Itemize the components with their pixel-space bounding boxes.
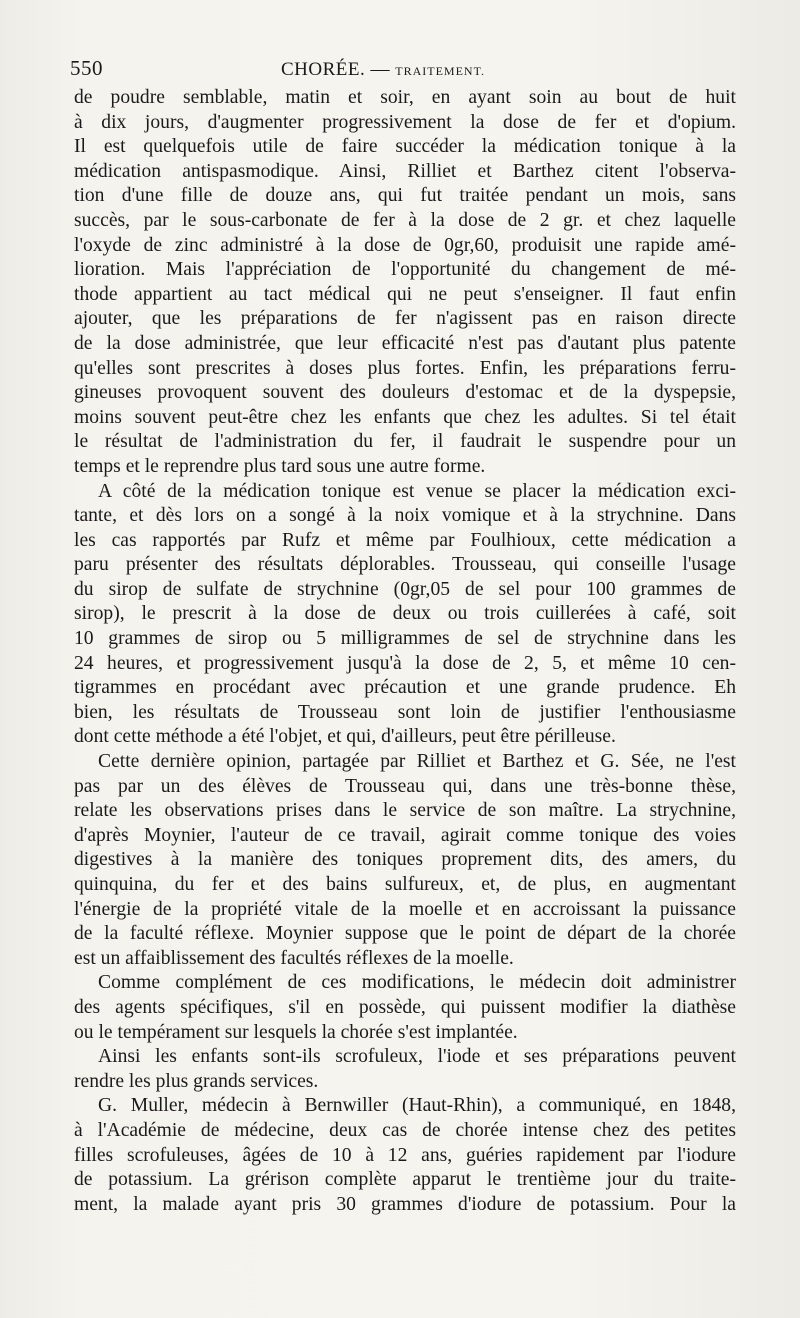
- text-line: relate les observations prises dans le service de son maître. La strychnine,: [74, 800, 736, 822]
- text-line: 24 heures, et progressivement jusqu'à la dose de 2, 5, et même 10 cen-: [74, 652, 736, 674]
- text-line: l'oxyde de zinc administré à la dose de 0gr,60, produisit une rapide amé-: [74, 234, 736, 256]
- text-line: du sirop de sulfate de strychnine (0gr,05 de sel pour 100 grammes de: [74, 578, 736, 600]
- text-line: dont cette méthode a été l'objet, et qui, d'ailleurs, peut être périlleuse.: [74, 726, 616, 748]
- text-line: l'énergie de la propriété vitale de la moelle et en accroissant la puissance: [74, 898, 736, 920]
- text-line: tion d'une fille de douze ans, qui fut traitée pendant un mois, sans: [74, 185, 736, 207]
- text-line: G. Muller, médecin à Bernwiller (Haut-Rhin), a communiqué, en 1848,: [98, 1095, 736, 1117]
- text-line: 10 grammes de sirop ou 5 milligrammes de sel de strychnine dans les: [74, 628, 736, 650]
- text-line: succès, par le sous-carbonate de fer à la dose de 2 gr. et chez laquelle: [74, 209, 736, 231]
- text-line: tante, et dès lors on a songé à la noix vomique et à la strychnine. Dans: [74, 505, 736, 527]
- text-line: Cette dernière opinion, partagée par Rilliet et Barthez et G. Sée, ne l'est: [98, 751, 736, 773]
- text-line: tigrammes en procédant avec précaution et une grande prudence. Eh: [74, 677, 736, 699]
- text-line: paru présenter des résultats déplorables. Trousseau, qui conseille l'usage: [74, 554, 736, 576]
- text-line: à l'Académie de médecine, deux cas de chorée intense chez des petites: [74, 1119, 736, 1141]
- running-title-sub: TRAITEMENT.: [395, 64, 486, 78]
- text-line: ment, la malade ayant pris 30 grammes d'iodure de potassium. Pour la: [74, 1193, 736, 1215]
- text-line: qu'elles sont prescrites à doses plus fortes. Enfin, les préparations ferru-: [74, 357, 736, 379]
- text-line: pas par un des élèves de Trousseau qui, dans une très-bonne thèse,: [74, 775, 736, 797]
- text-line: de poudre semblable, matin et soir, en ayant soin au bout de huit: [74, 87, 736, 108]
- body-text: [74, 86, 736, 1217]
- text-line: gineuses provoquent souvent des douleurs d'estomac et de la dyspepsie,: [74, 382, 736, 404]
- running-title-main: CHORÉE.: [281, 59, 366, 80]
- text-line: d'après Moynier, l'auteur de ce travail, agirait comme tonique des voies: [74, 824, 736, 846]
- text-line: filles scrofuleuses, âgées de 10 à 12 ans, guéries rapidement par l'iodure: [74, 1144, 736, 1166]
- text-line: est un affaiblissement des facultés réflexes de la moelle.: [74, 947, 514, 969]
- text-line: quinquina, du fer et des bains sulfureux, et, de plus, en augmentant: [74, 874, 736, 895]
- text-line: médication antispasmodique. Ainsi, Rilliet et Barthez citent l'observa-: [74, 160, 736, 182]
- text-line: lioration. Mais l'appréciation de l'opportunité du changement de mé-: [74, 259, 736, 281]
- text-line: Comme complément de ces modifications, le médecin doit administrer: [98, 972, 736, 994]
- text-line: de la faculté réflexe. Moynier suppose que le point de départ de la chorée: [74, 923, 736, 945]
- text-line: ajouter, que les préparations de fer n'agissent pas en raison directe: [74, 308, 736, 330]
- text-line: digestives à la manière des toniques proprement dits, des amers, du: [74, 849, 736, 871]
- text-line: thode appartient au tact médical qui ne peut s'enseigner. Il faut enfin: [74, 283, 736, 305]
- text-line: de potassium. La grérison complète apparut le trentième jour du traite-: [74, 1169, 736, 1191]
- running-header: [70, 56, 735, 86]
- text-line: bien, les résultats de Trousseau sont loin de justifier l'enthousiasme: [74, 701, 736, 723]
- running-title-separator: —: [365, 59, 396, 80]
- running-title: [281, 59, 485, 81]
- text-line: de la dose administrée, que leur efficacité n'est pas d'autant plus patente: [74, 332, 736, 354]
- text-line: Il est quelquefois utile de faire succéder la médication tonique à la: [74, 136, 736, 158]
- text-line: rendre les plus grands services.: [74, 1070, 319, 1092]
- text-line: moins souvent peut-être chez les enfants que chez les adultes. Si tel était: [74, 406, 736, 428]
- text-line: temps et le reprendre plus tard sous une autre forme.: [74, 455, 486, 477]
- page-number: 550: [70, 56, 103, 80]
- text-line: sirop), le prescrit à la dose de deux ou trois cuillerées à café, soit: [74, 603, 736, 625]
- text-line: les cas rapportés par Rufz et même par Foulhioux, cette médication a: [74, 529, 736, 551]
- text-line: Ainsi les enfants sont-ils scrofuleux, l'iode et ses préparations peuvent: [98, 1046, 736, 1068]
- text-line: le résultat de l'administration du fer, il faudrait le suspendre pour un: [74, 431, 736, 453]
- text-line: A côté de la médication tonique est venue se placer la médication exci-: [98, 480, 736, 502]
- text-line: des agents spécifiques, s'il en possède, qui puissent modifier la diathèse: [74, 996, 736, 1018]
- text-line: à dix jours, d'augmenter progressivement la dose de fer et d'opium.: [74, 111, 736, 133]
- text-line: ou le tempérament sur lesquels la chorée s'est implantée.: [74, 1021, 518, 1043]
